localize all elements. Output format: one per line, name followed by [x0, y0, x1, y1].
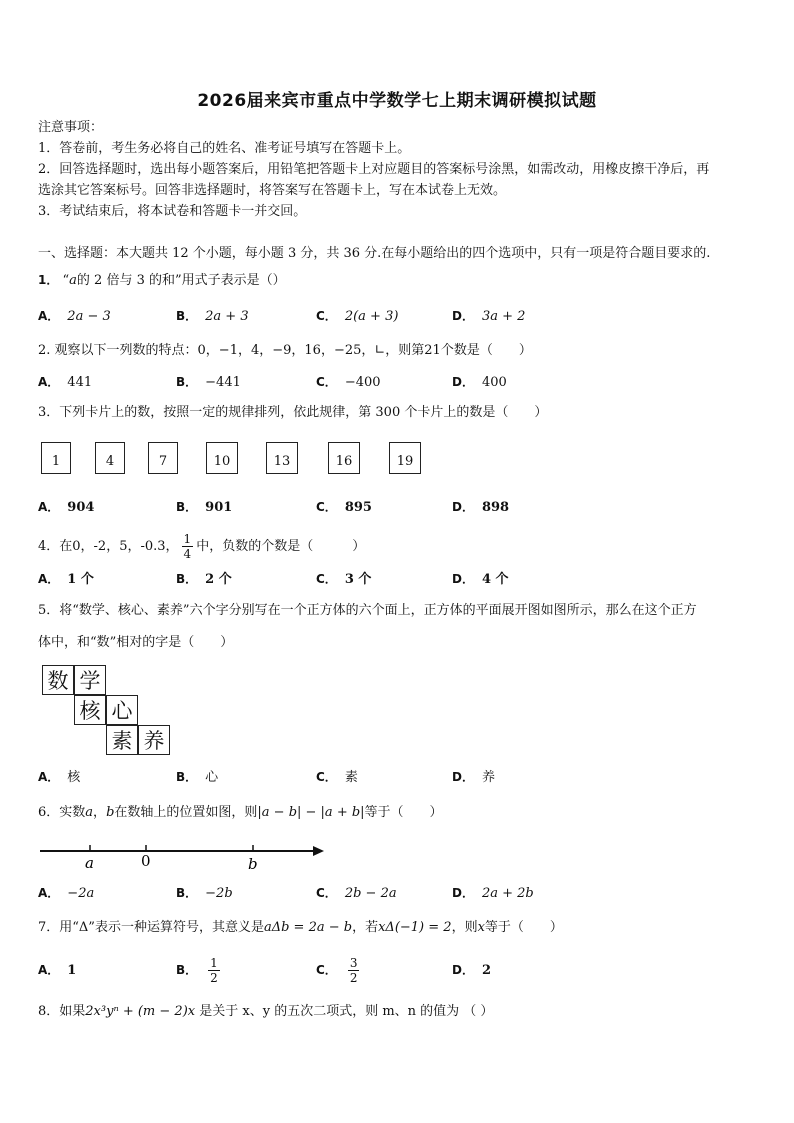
option-d: D． 898	[452, 500, 510, 515]
notes-heading: 注意事项：	[38, 120, 104, 135]
note-2-line-1: 2．回答选择题时，选出每小题答案后，用铅笔把答题卡上对应题目的答案标号涂黑，如需改动，用橡皮擦干净后，再	[38, 162, 710, 177]
option-a: A． 441	[38, 375, 93, 390]
net-cell: 学	[74, 665, 106, 695]
number-card: 19	[389, 442, 421, 474]
q5-options	[38, 765, 758, 789]
option-a: A． −2a	[38, 886, 95, 901]
net-cell: 素	[106, 725, 138, 755]
option-b: B． 2a + 3	[176, 309, 249, 324]
number-card: 10	[206, 442, 238, 474]
question-number: 1．	[38, 273, 59, 287]
question-3: 3．下列卡片上的数，按照一定的规律排列，依此规律，第 300 个卡片上的数是（ ）	[38, 405, 548, 420]
number-card: 13	[266, 442, 298, 474]
option-d: D． 2	[452, 963, 492, 978]
number-card: 1	[41, 442, 71, 474]
number-card: 16	[328, 442, 360, 474]
option-a: A． 1 个	[38, 572, 94, 587]
q4-options	[38, 567, 758, 591]
number-line	[38, 838, 328, 874]
net-cell: 养	[138, 725, 170, 755]
option-c: C． $\frac{3}{2}$	[316, 956, 358, 985]
option-b: B． $\frac{1}{2}$	[176, 956, 218, 985]
net-cell: 数	[42, 665, 74, 695]
axis-label-zero: 0	[141, 852, 151, 870]
question-5-line-1: 5．将“数学、核心、素养”六个字分别写在一个正方体的六个面上，正方体的平面展开图如图所示，那么在这个正方	[38, 603, 697, 618]
q2-options	[38, 370, 758, 394]
option-b: B． −2b	[176, 886, 233, 901]
option-c: C． 895	[316, 500, 372, 515]
fraction: $\frac{1}{4}$	[183, 532, 192, 561]
page-title: 2026届来宾市重点中学数学七上期末调研模拟试题	[197, 91, 597, 111]
option-d: D． 2a + 2b	[452, 886, 534, 901]
question-2: 2. 观察以下一列数的特点：0，−1，4，−9，16，−25，∟，则第21个数是（ ）	[38, 343, 532, 358]
option-a: A． 2a − 3	[38, 309, 111, 324]
option-c: C． 2(a + 3)	[316, 309, 399, 324]
number-card: 7	[148, 442, 178, 474]
question-7: 7．用“Δ”表示一种运算符号，其意义是aΔb = 2a − b，若xΔ(−1) = 2，则x等于（ ）	[38, 920, 563, 935]
option-b: B． 心	[176, 770, 219, 785]
question-4: 4．在0，-2，5，-0.3， $\frac{1}{4}$ 中，负数的个数是（ ）	[38, 532, 366, 561]
number-card: 4	[95, 442, 125, 474]
q6-options	[38, 881, 758, 905]
question-8: 8．如果2x³yⁿ + (m − 2)x 是关于 x、y 的五次二项式，则 m、n 的值为 （ ）	[38, 1004, 494, 1019]
option-c: C． 素	[316, 770, 358, 785]
option-b: B． −441	[176, 375, 241, 390]
q1-text: 的 2 倍与 3 的和”用式子表示是（）	[76, 273, 286, 288]
option-d: D． 3a + 2	[452, 309, 526, 324]
option-a: A． 1	[38, 963, 77, 978]
note-1: 1．答卷前，考生务必将自己的姓名、准考证号填写在答题卡上。	[38, 141, 411, 156]
option-d: D． 4 个	[452, 572, 509, 587]
q7-options	[38, 955, 758, 989]
note-2-line-2: 选涂其它答案标号。回答非选择题时，将答案写在答题卡上，写在本试卷上无效。	[38, 183, 507, 198]
option-d: D． 400	[452, 375, 507, 390]
q1-options	[38, 304, 758, 328]
q3-options	[38, 495, 758, 519]
note-3: 3．考试结束后，将本试卷和答题卡一并交回。	[38, 204, 307, 219]
option-a: A． 核	[38, 770, 81, 785]
option-a: A． 904	[38, 500, 95, 515]
net-cell: 心	[106, 695, 138, 725]
option-c: C． 3 个	[316, 572, 372, 587]
option-c: C． −400	[316, 375, 381, 390]
option-b: B． 901	[176, 500, 233, 515]
option-b: B． 2 个	[176, 572, 232, 587]
axis-label-b: b	[248, 855, 258, 873]
section-header: 一、选择题：本大题共 12 个小题，每小题 3 分，共 36 分.在每小题给出的四个选项中，只有一项是符合题目要求的.	[38, 246, 711, 261]
net-cell: 核	[74, 695, 106, 725]
option-d: D． 养	[452, 770, 495, 785]
question-1	[38, 270, 758, 291]
question-6: 6．实数a，b在数轴上的位置如图，则|a − b| − |a + b|等于（ ）	[38, 805, 443, 820]
question-5-line-2: 体中，和“数”相对的字是（ ）	[38, 635, 234, 650]
q1-prefix: “	[62, 273, 70, 288]
option-c: C． 2b − 2a	[316, 886, 397, 901]
axis-label-a: a	[85, 854, 94, 872]
variable-a: a	[69, 273, 77, 288]
